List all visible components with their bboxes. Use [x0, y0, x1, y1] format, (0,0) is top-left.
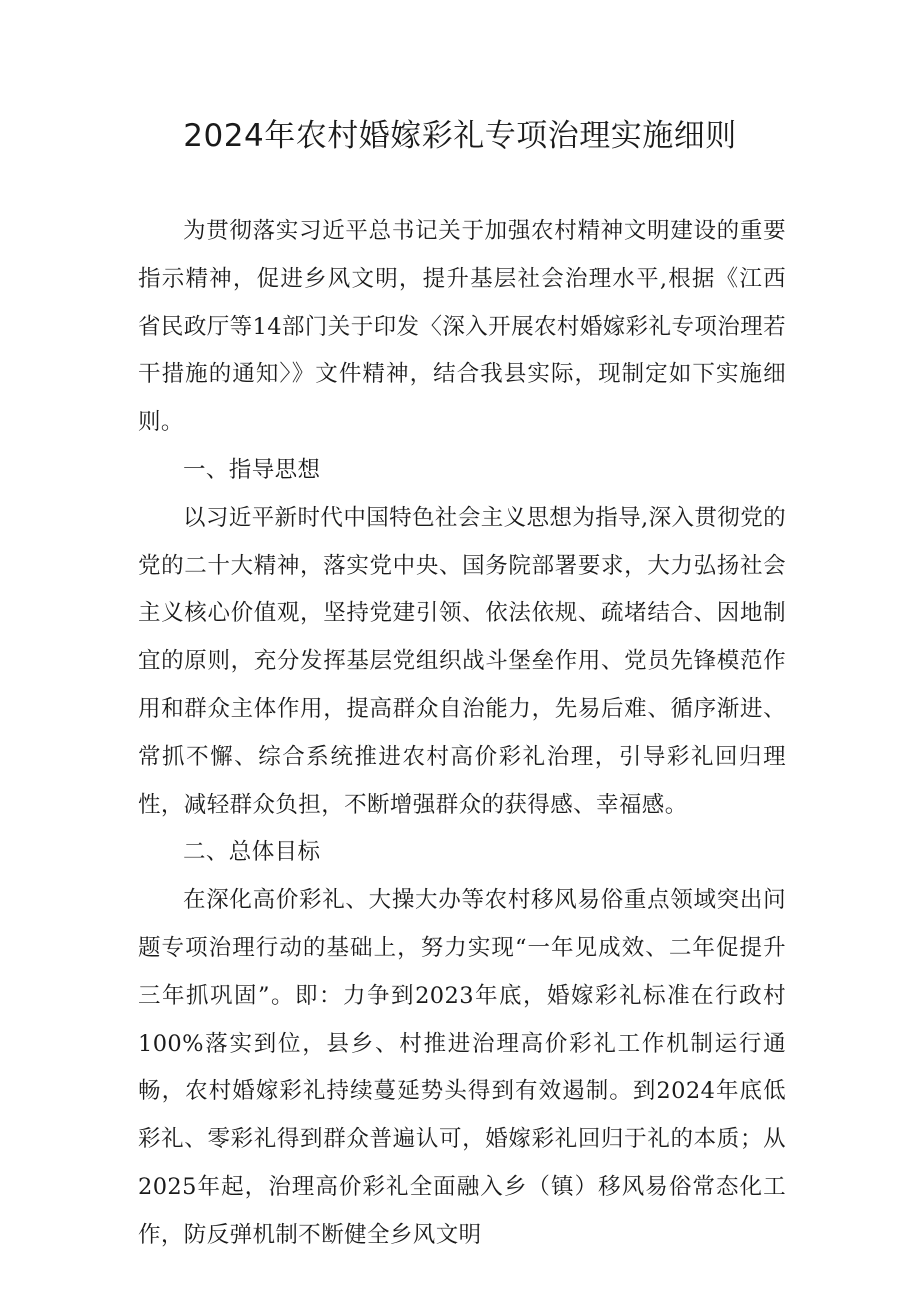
section-body-overall-goals: 在深化高价彩礼、大操大办等农村移风易俗重点领域突出问题专项治理行动的基础上，努力实现“一年见成效、二年促提升三年抓巩固”。即：力争到2023年底，婚嫁彩礼标准在行政村100%落实到位，县乡、村推进治理高价彩礼工作机制运行通畅，农村婚嫁彩礼持续蔓延势头得到有效遏制。到2024年底低彩礼、零彩礼得到群众普遍认可，婚嫁彩礼回归于礼的本质；从2025年起，治理高价彩礼全面融入乡（镇）移风易俗常态化工作，防反弹机制不断健全乡风文明 — [138, 887, 786, 1248]
section-heading-overall-goals: 二、总体目标 — [183, 839, 321, 866]
intro-paragraph: 为贯彻落实习近平总书记关于加强农村精神文明建设的重要指示精神，促进乡风文明，提升基层社会治理水平,根据《江西省民政厅等14部门关于印发〈深入开展农村婚嫁彩礼专项治理若干措施的通知〉》文件精神，结合我县实际，现制定如下实施细则。 — [138, 218, 786, 436]
document-body — [138, 208, 786, 1260]
document-title: 2024年农村婚嫁彩礼专项治理实施细则 — [183, 118, 737, 154]
section-body-guiding-ideology: 以习近平新时代中国特色社会主义思想为指导,深入贯彻党的党的二十大精神，落实党中央、国务院部署要求，大力弘扬社会主义核心价值观，坚持党建引领、依法依规、疏堵结合、因地制宜的原则，充分发挥基层党组织战斗堡垒作用、党员先锋模范作用和群众主体作用，提高群众自治能力，先易后难、循序渐进、常抓不懈、综合系统推进农村高价彩礼治理，引导彩礼回归理性，减轻群众负担，不断增强群众的获得感、幸福感。 — [138, 504, 786, 818]
section-heading-guiding-ideology: 一、指导思想 — [183, 456, 321, 483]
